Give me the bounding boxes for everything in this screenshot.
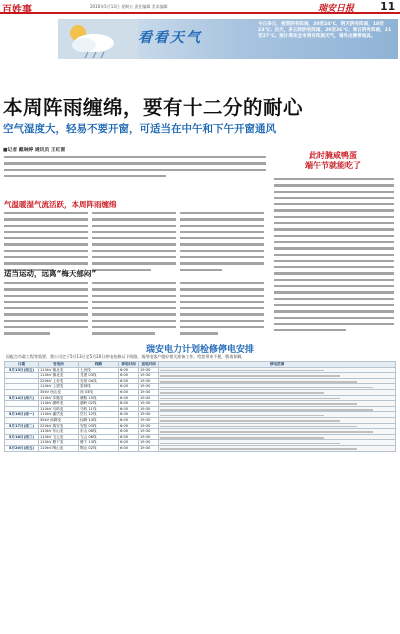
table-cell-on: 19:30	[139, 423, 159, 429]
table-cell-date: 5月14日(周六)	[5, 395, 39, 401]
article-headline: 本周阵雨缠绵，要有十二分的耐心	[3, 96, 304, 119]
column-header: 停电范围	[159, 362, 396, 368]
table-cell-date: 5月20日(周五)	[5, 445, 39, 451]
table-cell-off: 6:00	[119, 384, 139, 390]
table-cell-off: 6:00	[119, 445, 139, 451]
table-cell-off: 6:00	[119, 373, 139, 379]
table-cell-off: 6:00	[119, 429, 139, 435]
table-cell-off: 6:00	[119, 417, 139, 423]
article-body-col-5	[92, 282, 176, 339]
table-cell-off: 6:00	[119, 389, 139, 395]
table-cell-off: 6:00	[119, 395, 139, 401]
table-row	[5, 445, 396, 451]
article-deck: 空气湿度大，轻易不要开窗，可适当在中午和下午开窗通风	[3, 123, 276, 135]
table-cell-on: 19:30	[139, 378, 159, 384]
table-cell-on: 19:30	[139, 445, 159, 451]
table-cell-line: 泰林线	[79, 384, 119, 390]
weather-forecast-text: 今日多云，夜到阴有阵雨，20至24℃，明天阴有阵雨，18至23℃；后天，多云转阴有阵雨，20至26℃；周日阴有阵雨，21至27℃。预计周末全市将有阵雨天气，请外出携带雨具。	[258, 22, 392, 40]
article-intro-text	[4, 156, 266, 181]
table-cell-line: 岱石 22线	[79, 412, 119, 418]
article-subhead-1: 气温暖湿气流活跃，本周阵雨缠绵	[4, 200, 117, 209]
sidebar-headline: 此时腌咸鸭蛋 端午节就能吃了	[305, 151, 361, 170]
table-cell-line: 陶山 02线	[79, 445, 119, 451]
table-cell-sub: 35kV 仙降变	[39, 417, 79, 423]
column-header: 变电所	[39, 362, 79, 368]
table-cell-date: 5月17日(周二)	[5, 423, 39, 429]
table-cell-line: 东山 08线	[79, 429, 119, 435]
table-cell-on: 19:30	[139, 373, 159, 379]
table-cell-on: 19:30	[139, 434, 159, 440]
article-byline: ■记者 戴琳婷 通讯员 王红雷	[3, 148, 66, 153]
table-cell-on: 19:30	[139, 395, 159, 401]
table-cell-line: 七河线	[79, 367, 119, 373]
table-cell-line: 西 03线	[79, 389, 119, 395]
weather-banner	[58, 19, 398, 59]
table-cell-on: 19:30	[139, 401, 159, 407]
table-cell-sub: 110kV 东山变	[39, 429, 79, 435]
table-cell-line: 塘下 13线	[79, 440, 119, 446]
table-cell-off: 6:00	[119, 423, 139, 429]
table-cell-sub: 110kV 镇北变	[39, 367, 79, 373]
table-cell-sub: 110kV 马屿变	[39, 406, 79, 412]
column-header: 日期	[5, 362, 39, 368]
table-cell-sub: 110kV 塘下变	[39, 440, 79, 446]
table-cell-off: 6:00	[119, 401, 139, 407]
issue-meta: 2016年5月13日 星期五 责任编辑 美术编辑	[90, 4, 168, 9]
table-cell-sub: 110kV 镇北变	[39, 373, 79, 379]
table-cell-on: 19:30	[139, 429, 159, 435]
table-cell-line: 飞云 06线	[79, 434, 119, 440]
article-body-col-2	[92, 212, 176, 275]
article-subhead-2: 适当运动，远离“梅天郁闷”	[4, 269, 97, 278]
table-cell-line: 光荣 0A线	[79, 378, 119, 384]
article-body-col-1	[4, 212, 88, 275]
page-header	[0, 0, 400, 14]
table-cell-sub: 35kV 西山变	[39, 389, 79, 395]
table-cell-off: 6:00	[119, 412, 139, 418]
table-cell-line: 马屿 11线	[79, 406, 119, 412]
column-header: 送电时间	[139, 362, 159, 368]
schedule-table-body	[5, 367, 396, 451]
section-name: 百姓事	[2, 5, 32, 16]
table-cell-off: 6:00	[119, 378, 139, 384]
column-header: 线路	[79, 362, 119, 368]
table-cell-on: 19:30	[139, 389, 159, 395]
table-cell-sub: 220kV 瑞安变	[39, 423, 79, 429]
table-cell-sub: 110kV 上望变	[39, 384, 79, 390]
schedule-title: 瑞安电力计划检修停电安排	[145, 345, 254, 355]
weather-title: 看看天气	[138, 30, 202, 46]
table-cell-on: 19:30	[139, 412, 159, 418]
newspaper-name: 瑞安日报	[318, 4, 355, 14]
table-cell-off: 6:00	[119, 434, 139, 440]
table-cell-sub: 110kV 飞云变	[39, 434, 79, 440]
table-cell-off: 6:00	[119, 367, 139, 373]
table-cell-on: 19:30	[139, 406, 159, 412]
table-cell-on: 19:30	[139, 417, 159, 423]
table-cell-on: 19:30	[139, 440, 159, 446]
table-cell-line: 塘路 15线	[79, 395, 119, 401]
table-cell-date: 5月13日(周五)	[5, 367, 39, 373]
schedule-table	[4, 361, 396, 452]
table-cell-sub: 220kV 上舍变	[39, 378, 79, 384]
table-cell-sub: 110kV 陶山变	[39, 445, 79, 451]
power-outage-schedule	[2, 342, 398, 634]
sidebar-body-text	[274, 178, 394, 335]
table-cell-off: 6:00	[119, 440, 139, 446]
table-cell-date: 5月16日(周一)	[5, 412, 39, 418]
table-cell-line: 仙降 14线	[79, 417, 119, 423]
schedule-note: 因配合市政工程等需要，我公司定于5月13日至5月20日停电检修以下线路，请用电客户做好相关准备工作，给您带来不便，敬请谅解。	[6, 354, 246, 359]
weather-cloud-icon	[58, 19, 138, 59]
table-cell-sub: 110kV 莘塍变	[39, 395, 79, 401]
table-cell-line: 安阳 03线	[79, 423, 119, 429]
table-cell-on: 19:30	[139, 367, 159, 373]
table-cell-line: 龙建 03线	[79, 373, 119, 379]
page-number: 11	[380, 0, 396, 13]
table-cell-sub: 110kV 潘岱变	[39, 412, 79, 418]
article-body-col-6	[180, 282, 264, 339]
table-cell-off: 6:00	[119, 406, 139, 412]
table-cell-date: 5月18日(周三)	[5, 434, 39, 440]
table-cell-sub: 110kV 湖岭变	[39, 401, 79, 407]
article-body-col-3	[180, 212, 264, 275]
column-header: 停电时间	[119, 362, 139, 368]
article-body-col-4	[4, 282, 88, 339]
table-cell-line: 湖岭 02线	[79, 401, 119, 407]
table-cell-on: 19:30	[139, 384, 159, 390]
table-cell-range	[159, 445, 396, 451]
